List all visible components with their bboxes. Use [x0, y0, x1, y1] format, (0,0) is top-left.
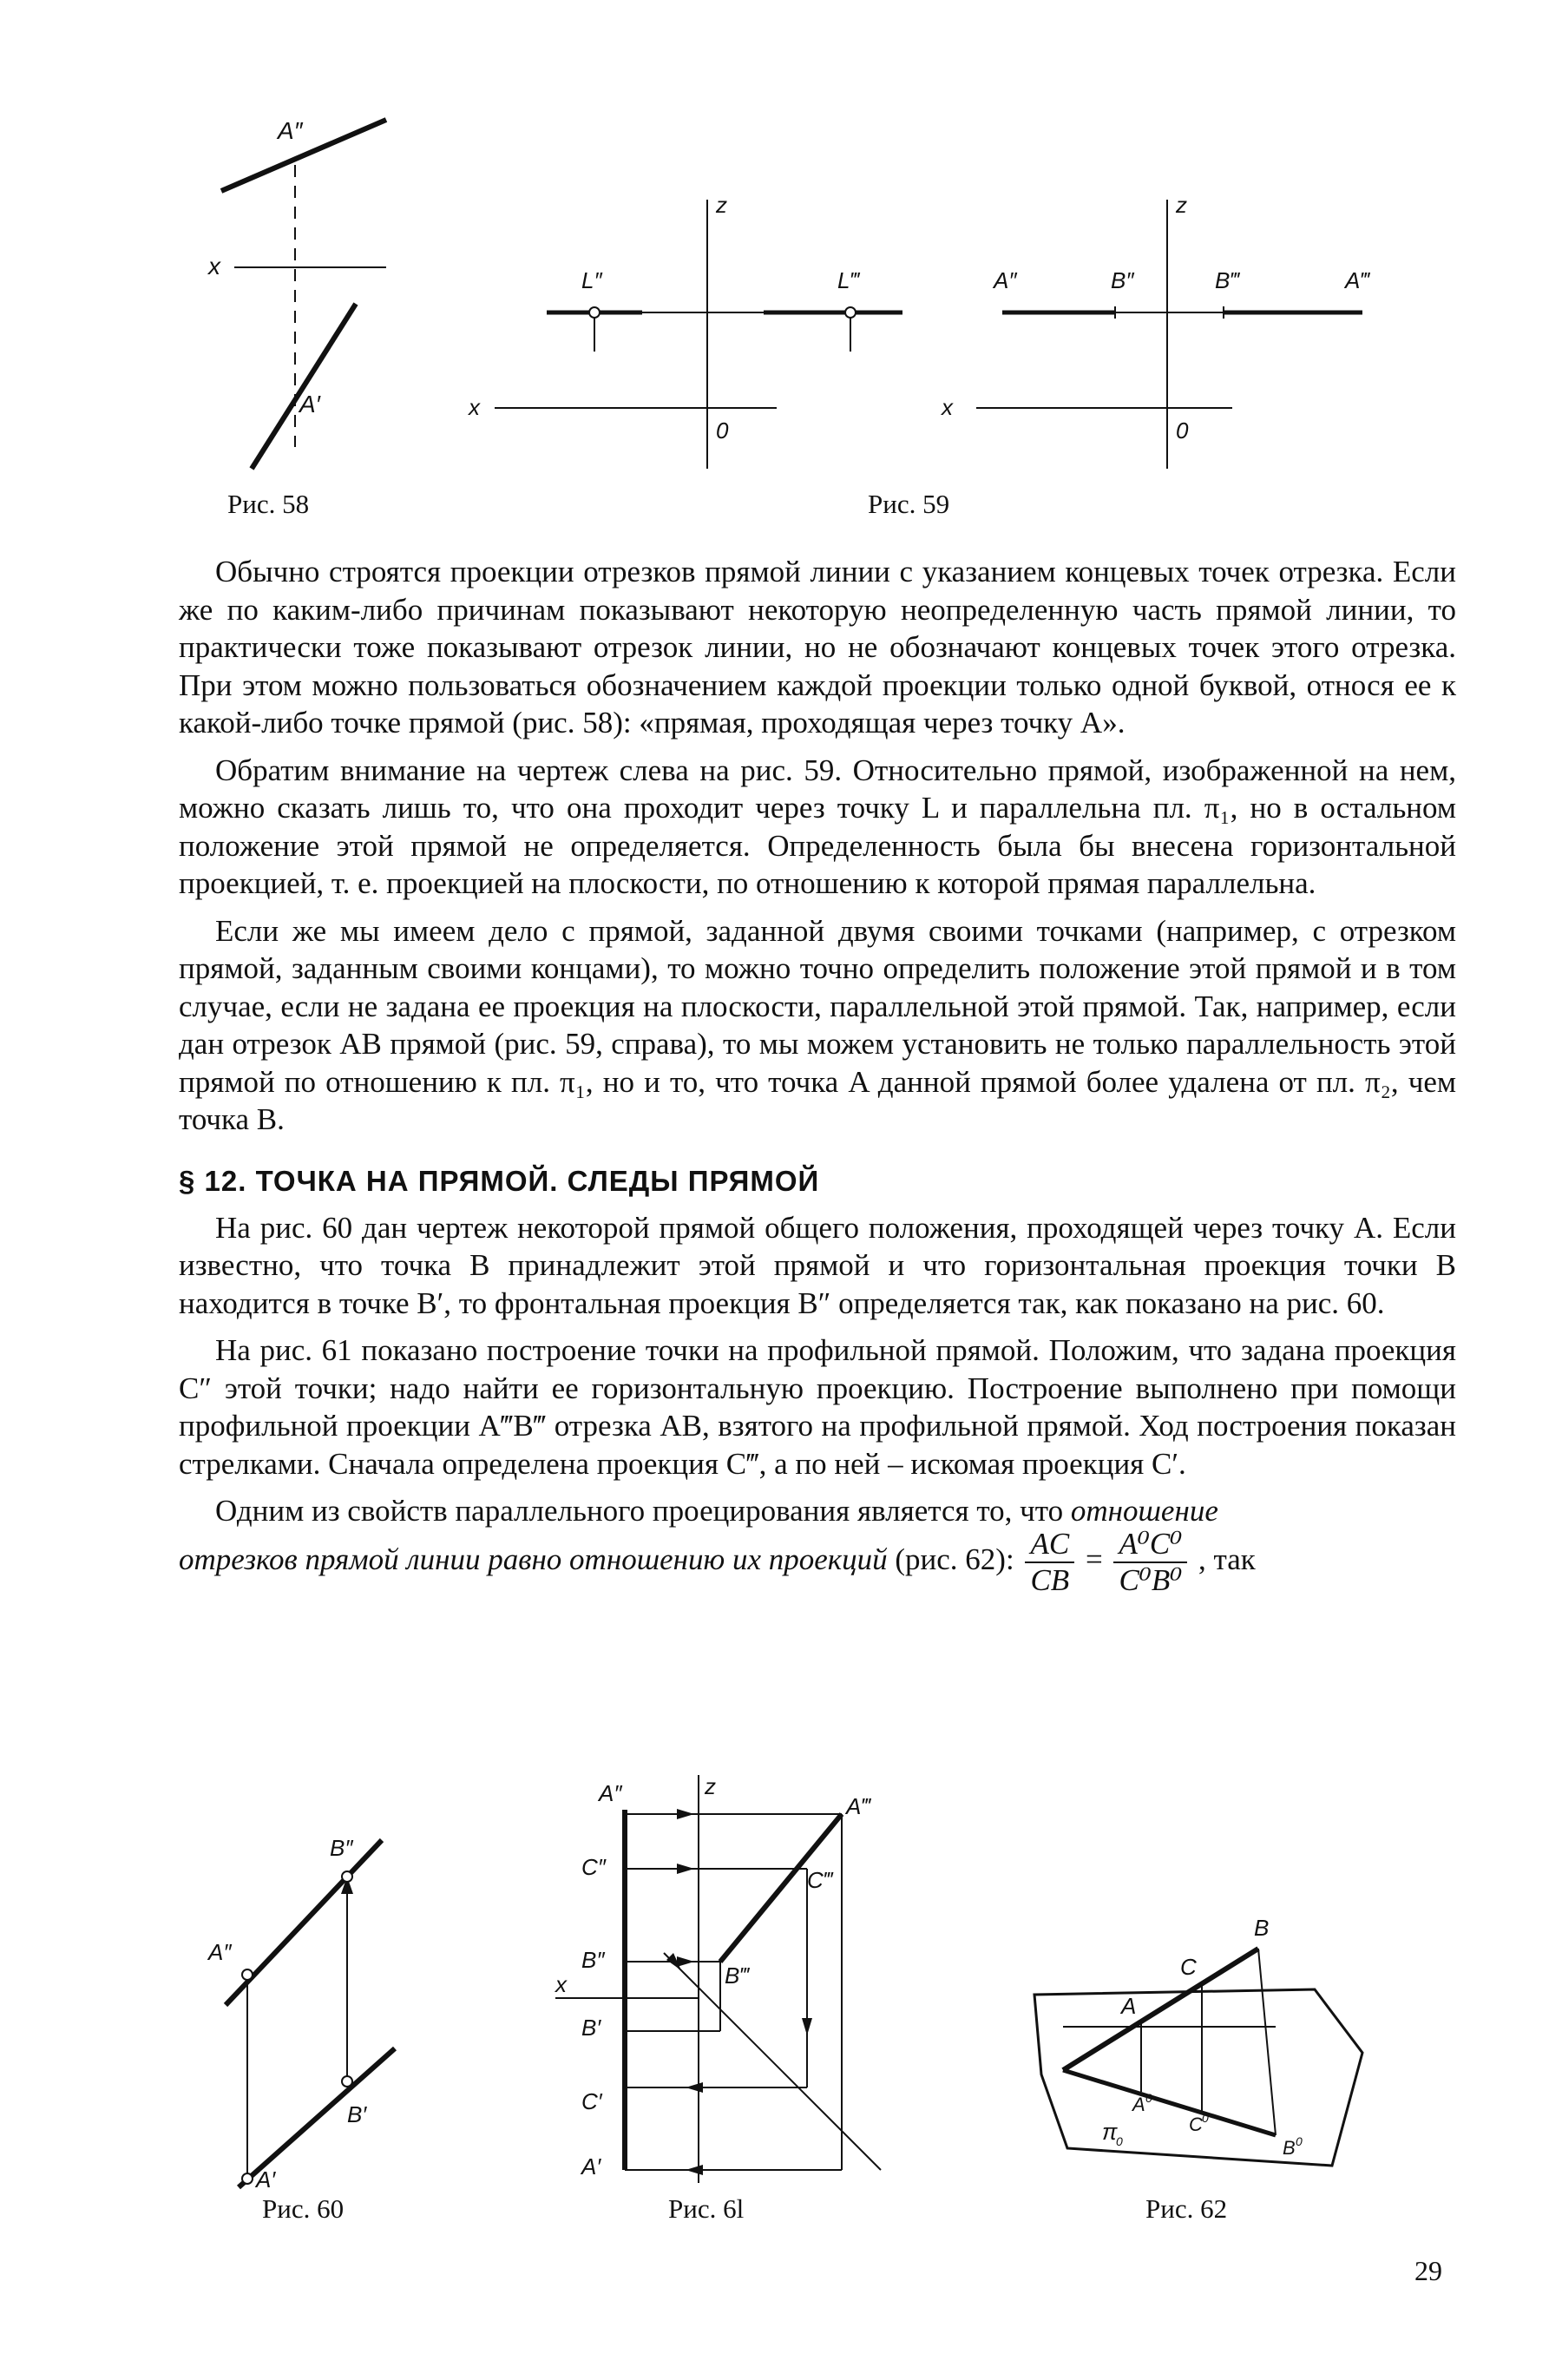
label-x-axis: x — [208, 253, 220, 279]
fig62-label-b-zero-sup: 0 — [1296, 2134, 1303, 2148]
figure-58-caption: Рис. 58 — [227, 489, 310, 519]
fig62-label-c-zero-sup: 0 — [1202, 2111, 1209, 2125]
label-a-prime: A′ — [299, 391, 320, 417]
fig62-label-b: B — [1254, 1915, 1270, 1941]
paragraph-6-end: , так — [1198, 1542, 1256, 1576]
fig62-label-c: C — [1180, 1954, 1197, 1980]
fig61-label-b-prime: B′ — [581, 2015, 601, 2041]
paragraph-6-italic-2: отрезков прямой линии равно отношению их проекций — [179, 1542, 888, 1576]
figure-59-caption: Рис. 59 — [868, 489, 950, 519]
fig60-label-b-double-prime: B″ — [330, 1835, 353, 1861]
fig62-label-a: A — [1121, 1993, 1137, 2019]
fig60-label-a-double-prime: A″ — [208, 1939, 232, 1965]
equals-sign: = — [1085, 1542, 1103, 1576]
fig59-label-z-left: z — [716, 192, 727, 218]
paragraph-1: Обычно строятся проекции отрезков прямой линии с указанием концевых точек отрезка. Если же по каким-либо причинам показывают некоторую неопределенную часть прямой линии, то практически тоже показывают отрезок линии, но не обозначают концевых точек этого отрезка. При этом можно пользоваться обозначением каждой проекции только одной буквой, относя ее к какой-либо точке прямой (рис. 58): «прямая, проходящая через точку A». — [179, 555, 1456, 740]
fig61-label-c-triple-prime: C‴ — [807, 1867, 831, 1893]
paragraph-6 — [179, 1492, 1456, 1530]
fraction-projections — [1113, 1527, 1187, 1598]
fig59-label-a-triple-prime: A‴ — [1345, 267, 1368, 293]
fig61-label-x: x — [555, 1971, 567, 1997]
figure-62 — [1024, 1910, 1371, 2187]
fig62-label-c-zero: C — [1189, 2114, 1203, 2135]
fig59-label-l-triple-prime: L‴ — [837, 267, 858, 293]
paragraph-6-italic-1: отношение — [1070, 1494, 1218, 1528]
fig59-label-b-triple-prime: B‴ — [1215, 267, 1238, 293]
figure-62-caption: Рис. 62 — [1145, 2193, 1228, 2224]
figure-61 — [555, 1775, 902, 2183]
fig62-label-pi-sub: 0 — [1116, 2134, 1123, 2148]
fraction-ac-cb — [1025, 1527, 1074, 1598]
fraction-projections-numerator: A⁰C⁰ — [1113, 1527, 1187, 1563]
figure-60-drawing — [208, 1823, 417, 2193]
fig61-label-a-triple-prime: A‴ — [846, 1793, 870, 1819]
fig59-label-a-double-prime: A″ — [994, 267, 1017, 293]
text-block-top — [179, 553, 1456, 1598]
fraction-ac-cb-numerator: AC — [1025, 1527, 1074, 1563]
fig59-label-b-double-prime: B″ — [1111, 267, 1134, 293]
fig61-label-z: z — [705, 1773, 716, 1799]
paragraph-2: Обратим внимание на чертеж слева на рис. 59. Относительно прямой, изображенной на нем, можно сказать лишь то, что она проходит через точку L и параллельна пл. π₁, но в остальном положение этой прямой не определяется. Определенность была бы внесена горизонтальной проекцией, т. е. проекцией на плоскости, по отношению к которой прямая параллельна. — [179, 753, 1456, 900]
figure-60-caption: Рис. 60 — [262, 2193, 345, 2224]
paragraph-4: На рис. 60 дан чертеж некоторой прямой общего положения, проходящей через точку A. Если известно, что точка B принадлежит этой прямой и что горизонтальная проекция точки B находится в точке B′, то фронтальная проекция B″ определяется так, как показано на рис. 60. — [179, 1210, 1456, 1320]
fig61-label-a-double-prime: A″ — [599, 1780, 622, 1806]
fig61-label-c-double-prime: C″ — [581, 1854, 606, 1880]
page-number: 29 — [1414, 2255, 1442, 2286]
fig61-label-b-double-prime: B″ — [581, 1947, 605, 1973]
figure-61-drawing — [555, 1775, 902, 2183]
figure-61-caption: Рис. 6l — [668, 2193, 745, 2224]
paragraph-6-text: Одним из свойств параллельного проецирования является то, что — [215, 1494, 1064, 1528]
paragraph-3: Если же мы имеем дело с прямой, заданной двумя своими точками (например, с отрезком прямой, заданным своими концами), то можно точно определить положение этой прямой и в том случае, если не задана ее проекция на плоскости, параллельной этой прямой. Так, например, если дан отрезок AB прямой (рис. 59, справа), то мы можем установить не только параллельность этой прямой по отношению к пл. π₁, но и то, что точка A данной прямой более удалена от пл. π₂, чем точка B. — [179, 913, 1456, 1136]
figure-58 — [208, 104, 408, 486]
fig62-label-b-zero: B — [1283, 2137, 1296, 2159]
paragraph-6-ref: (рис. 62): — [895, 1542, 1014, 1576]
fraction-ac-cb-denominator: CB — [1030, 1562, 1070, 1597]
fig60-label-b-prime: B′ — [347, 2101, 367, 2127]
fig61-label-a-prime: A′ — [581, 2153, 601, 2179]
figure-62-drawing — [1024, 1910, 1371, 2187]
fig59-label-l-double-prime: L″ — [581, 267, 602, 293]
figure-60 — [208, 1823, 417, 2193]
fraction-projections-denominator: C⁰B⁰ — [1119, 1562, 1183, 1597]
figure-59-drawing — [451, 182, 1423, 477]
fig62-label-a-zero-sup: 0 — [1145, 2091, 1152, 2105]
fig59-label-z-right: z — [1176, 192, 1187, 218]
figure-59 — [451, 182, 1423, 477]
paragraph-5: На рис. 61 показано построение точки на профильной прямой. Положим, что задана проекция C″ этой точки; надо найти ее горизонтальную проекцию. Построение выполнено при помощи профильной проекции A‴B‴ отрезка AB, взятого на профильной прямой. Ход построения показан стрелками. Сначала определена проекция C‴, а по ней – искомая проекция C′. — [179, 1333, 1456, 1481]
fig62-label-a-zero: A — [1132, 2094, 1145, 2115]
formula-line — [179, 1527, 1456, 1598]
section-heading: § 12. ТОЧКА НА ПРЯМОЙ. СЛЕДЫ ПРЯМОЙ — [179, 1164, 820, 1197]
figure-58-drawing — [208, 104, 408, 486]
fig60-label-a-prime: A′ — [256, 2166, 276, 2193]
fig62-label-pi: π — [1102, 2119, 1118, 2145]
fig59-label-x-left: x — [469, 394, 480, 420]
label-a-double-prime: A″ — [278, 117, 303, 144]
fig59-label-origin-right: 0 — [1176, 417, 1189, 444]
fig59-label-x-right: x — [942, 394, 953, 420]
fig61-label-b-triple-prime: B‴ — [725, 1963, 748, 1989]
fig59-label-origin-left: 0 — [716, 417, 729, 444]
fig61-label-c-prime: C′ — [581, 2088, 602, 2114]
